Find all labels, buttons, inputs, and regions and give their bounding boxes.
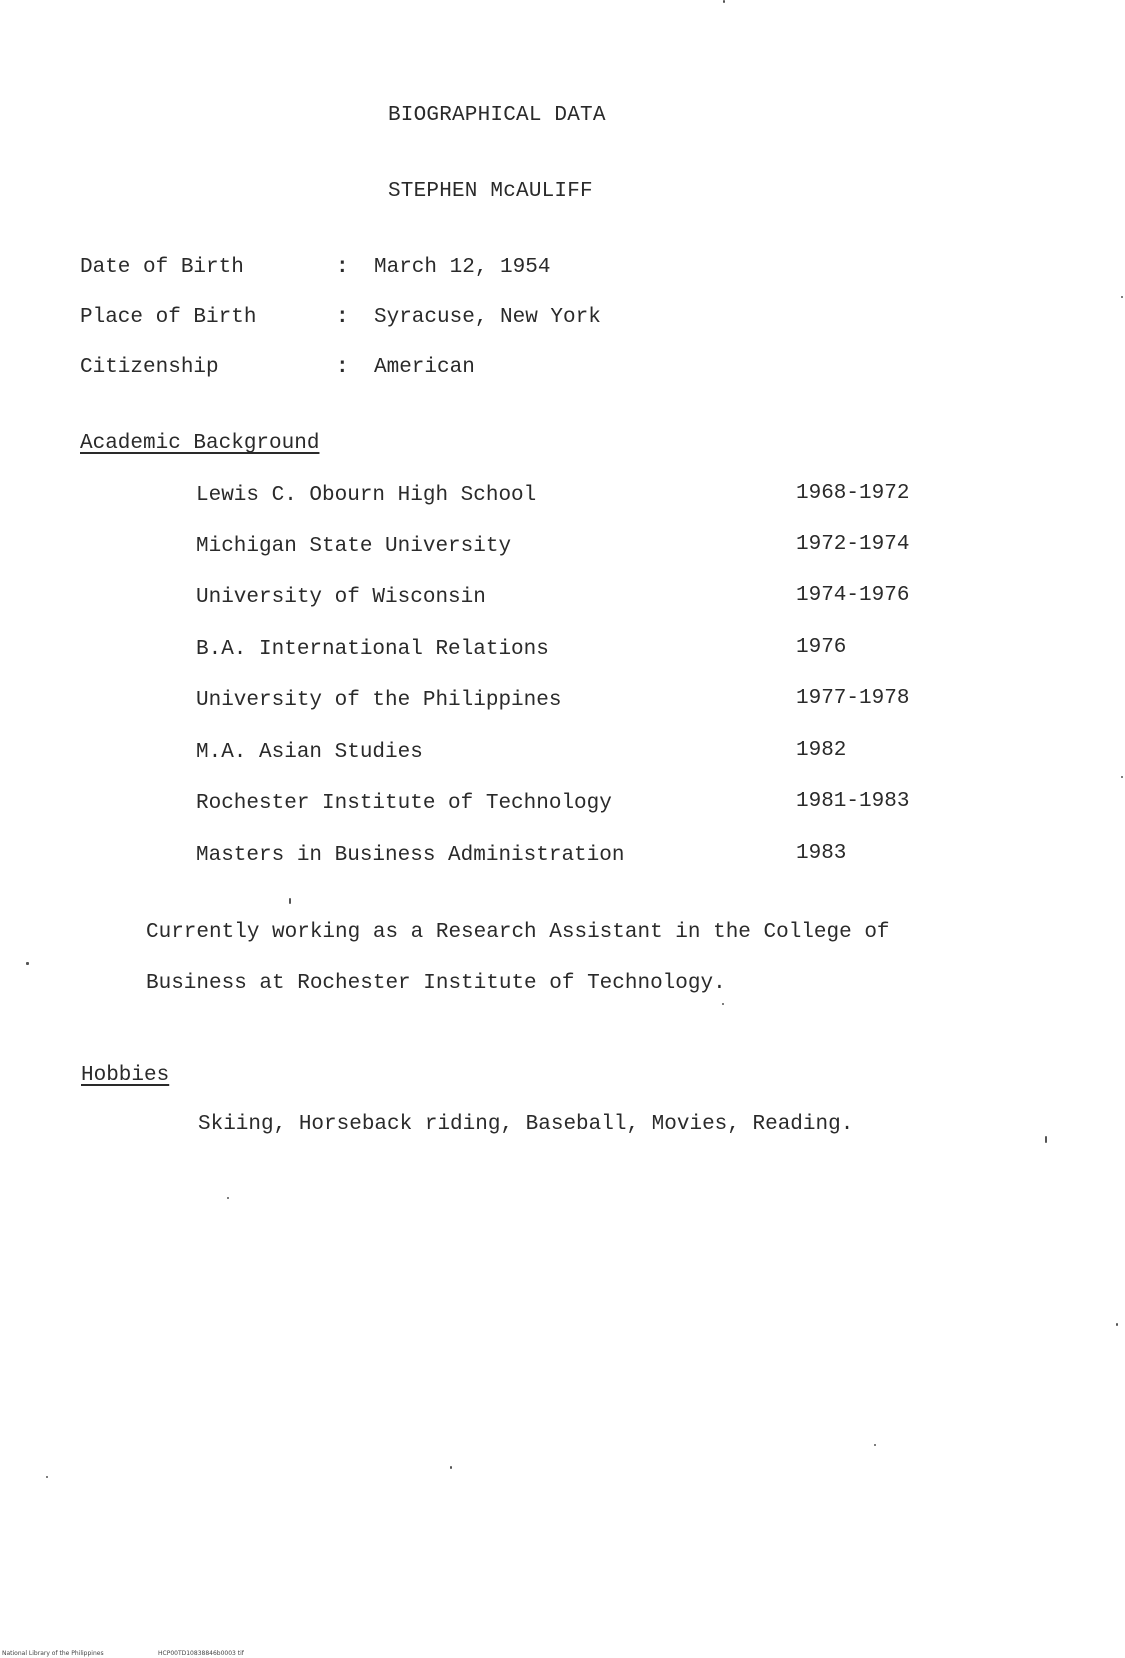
academic-item-years: 1972-1974 <box>796 533 910 556</box>
academic-item-name: Michigan State University <box>196 535 512 558</box>
scan-speck <box>1045 1136 1047 1143</box>
scan-speck <box>46 1476 48 1478</box>
footer-code: HCP00TD10838846b0003 tif <box>158 1650 244 1657</box>
academic-item-years: 1974-1976 <box>796 584 910 607</box>
citizenship-value: American <box>374 356 475 379</box>
scan-speck <box>723 0 725 3</box>
academic-item-name: M.A. Asian Studies <box>196 741 423 764</box>
scan-speck <box>874 1444 876 1446</box>
academic-item-years: 1981-1983 <box>796 790 910 813</box>
hobbies-text: Skiing, Horseback riding, Baseball, Movies, Reading. <box>198 1113 854 1136</box>
academic-item-name: Masters in Business Administration <box>196 844 625 867</box>
scan-speck <box>289 898 291 904</box>
academic-item-name: Rochester Institute of Technology <box>196 792 612 815</box>
academic-item-years: 1977-1978 <box>796 687 910 710</box>
birth-date-label: Date of Birth <box>80 256 244 279</box>
academic-item-years: 1982 <box>796 739 847 762</box>
scan-speck <box>1116 1323 1118 1326</box>
current-position-line-1: Currently working as a Research Assistant in the College of <box>146 921 890 944</box>
academic-section-title: Academic Background <box>80 432 320 455</box>
scan-speck <box>1121 296 1123 298</box>
document-title: BIOGRAPHICAL DATA <box>388 104 606 127</box>
scan-speck <box>227 1197 229 1199</box>
footer-library: National Library of the Philippines <box>2 1650 104 1657</box>
scan-speck <box>26 962 29 965</box>
scan-speck <box>722 1003 724 1005</box>
academic-item-years: 1983 <box>796 842 847 865</box>
academic-item-years: 1968-1972 <box>796 482 910 505</box>
academic-item-name: Lewis C. Obourn High School <box>196 484 537 507</box>
academic-item-name: University of Wisconsin <box>196 586 486 609</box>
birth-place-label: Place of Birth <box>80 306 257 329</box>
scan-speck <box>1121 776 1123 778</box>
academic-item-name: University of the Philippines <box>196 689 562 712</box>
academic-item-years: 1976 <box>796 636 847 659</box>
separator: : <box>336 356 349 379</box>
current-position-line-2: Business at Rochester Institute of Technology. <box>146 972 726 995</box>
citizenship-label: Citizenship <box>80 356 219 379</box>
academic-item-name: B.A. International Relations <box>196 638 549 661</box>
separator: : <box>336 256 349 279</box>
hobbies-section-title: Hobbies <box>81 1064 170 1087</box>
separator: : <box>336 306 349 329</box>
scan-speck <box>450 1466 452 1469</box>
person-name: STEPHEN McAULIFF <box>388 180 593 203</box>
birth-place-value: Syracuse, New York <box>374 306 601 329</box>
birth-date-value: March 12, 1954 <box>374 256 551 279</box>
